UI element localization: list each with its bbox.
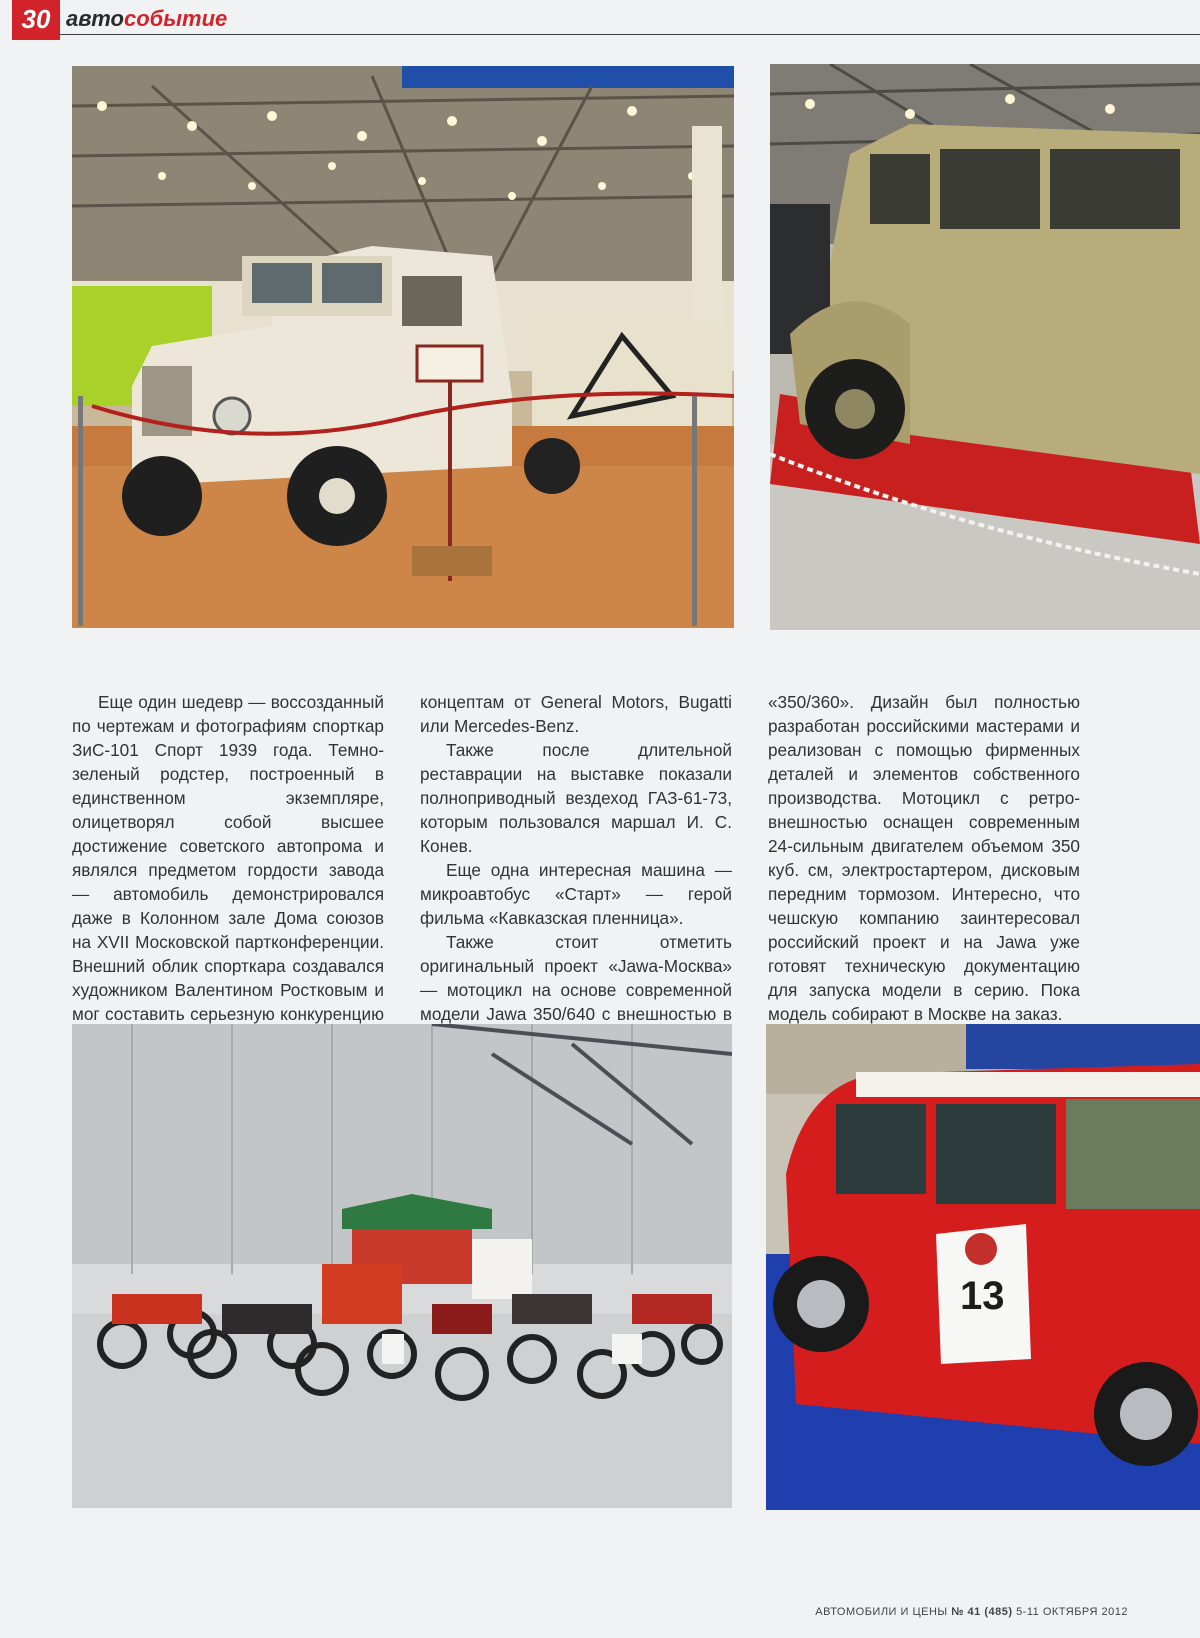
paragraph: «350/360». Дизайн был полностью разработан российскими мастерами и реализован с помощью фирменных деталей и элементов собственного производства. Мотоцикл с ретро-внешностью оснащен современным 24-сильным двигателем объемом 350 куб. см, электростартером, дисковым передним тормозом. Интересно, что чешскую компанию заинтересовал российский проект и на Jawa уже готовят техническую документацию для запуска модели в серию. Пока модель собирают в Москве на заказ. (768, 692, 1080, 1024)
photo-olive-car (770, 64, 1200, 630)
rubric-part-1: авто (66, 6, 124, 31)
issue-dates: 5-11 ОКТЯБРЯ 2012 (1016, 1606, 1128, 1618)
page-header (0, 0, 1200, 40)
photo-white-truck (72, 66, 734, 628)
page-footer (815, 1606, 1128, 1618)
rubric-title (66, 4, 227, 34)
photo-motorcycles (72, 1024, 732, 1508)
rubric-part-2: событие (123, 6, 228, 31)
paragraph: Также стоит отметить оригинальный проект «Jawa-Москва» — мотоцикл на основе современной модели Jawa 350/640 с внешностью в (420, 932, 732, 1024)
paragraph: концептам от General Motors, Bugatti или Mercedes-Benz. (420, 692, 732, 736)
text-column-3 (768, 690, 1080, 1026)
paragraph: Еще одна интересная машина — микроавтобус «Старт» — герой фильма «Кавказская пленница». (420, 860, 732, 928)
magazine-name: АВТОМОБИЛИ И ЦЕНЫ (815, 1606, 948, 1618)
header-rule (60, 34, 1200, 35)
page-number: 30 (12, 0, 60, 40)
paragraph: Еще один шедевр — воссозданный по чертежам и фотографиям спорткар ЗиС-101 Спорт 1939 года. Темно-зеленый родстер, построенный в единственном экземпляре, олицетворял собой высшее достижение советского автопрома и являлся предметом гордости завода — автомобиль демонстрировался даже в Колонном зале Дома союзов на XVII Московской партконференции. Внешний облик спорткара создавался художником Валентином Ростковым и мог составить серьезную конкуренцию (72, 692, 384, 1024)
race-number: 13 (960, 1274, 1005, 1318)
photo-red-mini (766, 1024, 1200, 1510)
issue-number: № 41 (485) (951, 1606, 1013, 1618)
text-column-2 (420, 690, 732, 1050)
paragraph: Также после длительной реставрации на выставке показали полноприводный вездеход ГАЗ-61-73, которым пользовался маршал И. С. Конев. (420, 740, 732, 856)
text-column-1 (72, 690, 384, 1050)
